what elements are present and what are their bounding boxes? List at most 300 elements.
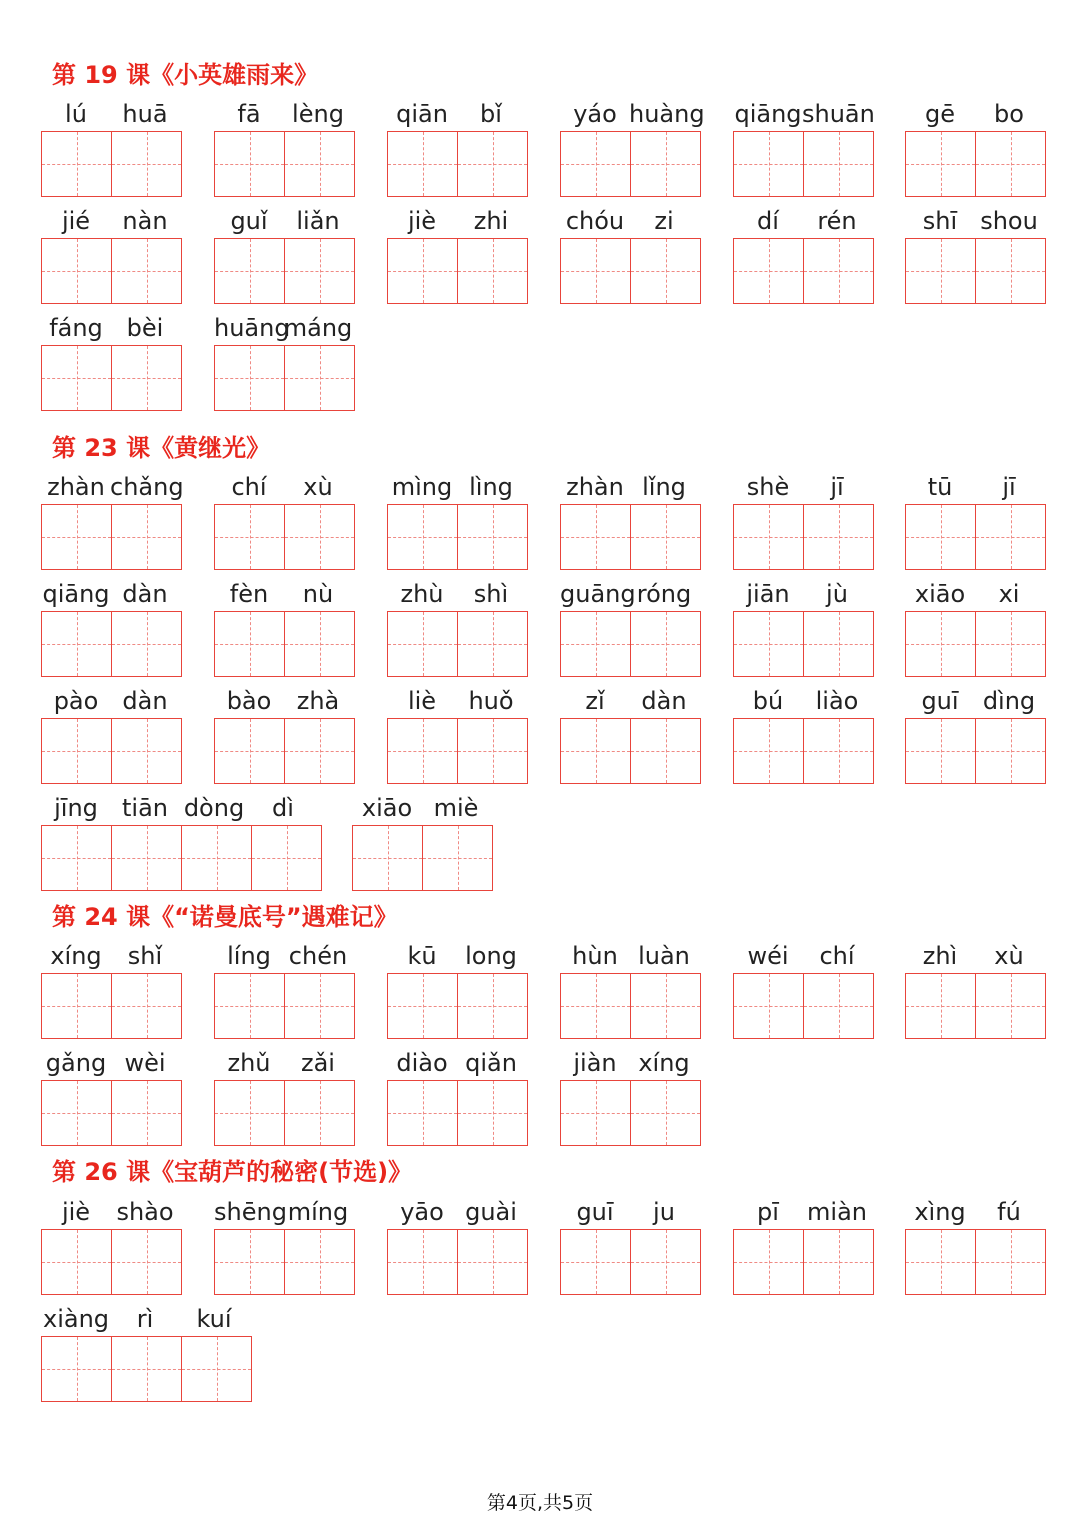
character-box[interactable] xyxy=(41,504,111,570)
pinyin-syllable: dí xyxy=(757,207,779,235)
pinyin-syllable: kuí xyxy=(196,1305,232,1333)
character-box[interactable] xyxy=(630,1080,701,1146)
character-box[interactable] xyxy=(905,973,975,1039)
character-box[interactable] xyxy=(975,238,1046,304)
pinyin-syllable: lú xyxy=(65,100,87,128)
writing-grid[interactable] xyxy=(41,238,182,304)
writing-grid[interactable] xyxy=(214,1229,355,1295)
writing-grid[interactable] xyxy=(41,718,182,784)
pinyin-syllable: wèi xyxy=(124,1049,166,1077)
character-box[interactable] xyxy=(387,611,457,677)
pinyin-syllable: huā xyxy=(122,100,168,128)
pinyin-syllable: jī xyxy=(1002,473,1016,501)
character-box[interactable] xyxy=(214,504,284,570)
character-box[interactable] xyxy=(111,131,182,197)
pinyin-syllable: bào xyxy=(226,687,272,715)
pinyin-syllable: liè xyxy=(407,687,437,715)
pinyin-word-item xyxy=(905,684,1044,784)
pinyin-syllable: dàn xyxy=(122,687,168,715)
pinyin-syllable: huǒ xyxy=(468,687,514,715)
pinyin-syllable: chí xyxy=(819,942,855,970)
pinyin-word-item xyxy=(733,470,872,570)
pinyin-syllable: liào xyxy=(815,687,859,715)
character-box[interactable] xyxy=(111,238,182,304)
character-box[interactable] xyxy=(41,1080,111,1146)
pinyin-syllable: shēng xyxy=(214,1198,287,1226)
pinyin-syllable: guǐ xyxy=(230,207,268,235)
character-box[interactable] xyxy=(803,504,874,570)
character-box[interactable] xyxy=(733,131,803,197)
character-box[interactable] xyxy=(352,825,422,891)
writing-grid[interactable] xyxy=(214,718,355,784)
character-box[interactable] xyxy=(560,973,630,1039)
pinyin-word-item xyxy=(560,1195,699,1295)
pinyin-syllable: lǐng xyxy=(642,473,686,501)
pinyin-syllable: gē xyxy=(925,100,955,128)
character-box[interactable] xyxy=(422,825,493,891)
pinyin-syllable: liǎn xyxy=(296,207,340,235)
section-title: 第 26 课《宝葫芦的秘密(节选)》 xyxy=(52,1158,413,1186)
character-box[interactable] xyxy=(41,131,111,197)
writing-grid[interactable] xyxy=(560,1229,701,1295)
character-box[interactable] xyxy=(41,345,111,411)
character-box[interactable] xyxy=(803,718,874,784)
writing-grid[interactable] xyxy=(387,131,528,197)
writing-grid[interactable] xyxy=(905,611,1046,677)
pinyin-syllable: jù xyxy=(826,580,848,608)
character-box[interactable] xyxy=(733,973,803,1039)
pinyin-syllable: shuān xyxy=(802,100,875,128)
pinyin-word-item xyxy=(387,1195,526,1295)
pinyin-word-item xyxy=(214,577,353,677)
pinyin-syllable: zhi xyxy=(473,207,509,235)
character-box[interactable] xyxy=(41,825,111,891)
writing-grid[interactable] xyxy=(41,504,182,570)
character-box[interactable] xyxy=(214,718,284,784)
character-box[interactable] xyxy=(387,238,457,304)
pinyin-syllable: jiè xyxy=(61,1198,91,1226)
character-box[interactable] xyxy=(181,1336,252,1402)
pinyin-syllable: qiāng xyxy=(42,580,110,608)
character-box[interactable] xyxy=(733,611,803,677)
character-box[interactable] xyxy=(630,973,701,1039)
character-box[interactable] xyxy=(284,345,355,411)
character-box[interactable] xyxy=(975,973,1046,1039)
character-box[interactable] xyxy=(284,131,355,197)
character-box[interactable] xyxy=(284,611,355,677)
writing-grid[interactable] xyxy=(214,1080,355,1146)
character-box[interactable] xyxy=(560,718,630,784)
pinyin-word-item xyxy=(733,1195,872,1295)
character-box[interactable] xyxy=(111,1080,182,1146)
character-box[interactable] xyxy=(905,1229,975,1295)
writing-grid[interactable] xyxy=(560,718,701,784)
character-box[interactable] xyxy=(214,973,284,1039)
pinyin-syllable: shè xyxy=(746,473,790,501)
pinyin-word-item xyxy=(41,1302,249,1402)
character-box[interactable] xyxy=(214,345,284,411)
character-box[interactable] xyxy=(387,1080,457,1146)
pinyin-word-item xyxy=(560,97,705,197)
writing-grid[interactable] xyxy=(905,718,1046,784)
pinyin-word-item xyxy=(214,939,353,1039)
pinyin-syllable: guī xyxy=(921,687,959,715)
pinyin-word-item xyxy=(905,97,1044,197)
pinyin-syllable: dàn xyxy=(641,687,687,715)
pinyin-syllable: huāng xyxy=(214,314,290,342)
character-box[interactable] xyxy=(975,504,1046,570)
character-box[interactable] xyxy=(41,1229,111,1295)
pinyin-syllable: bú xyxy=(752,687,784,715)
writing-grid[interactable] xyxy=(387,718,528,784)
character-box[interactable] xyxy=(111,345,182,411)
character-box[interactable] xyxy=(284,718,355,784)
pinyin-word-item xyxy=(560,939,699,1039)
character-box[interactable] xyxy=(284,973,355,1039)
character-box[interactable] xyxy=(905,238,975,304)
writing-grid[interactable] xyxy=(41,611,182,677)
pinyin-syllable: diào xyxy=(396,1049,448,1077)
character-box[interactable] xyxy=(975,1229,1046,1295)
writing-grid[interactable] xyxy=(214,504,355,570)
writing-grid[interactable] xyxy=(41,973,182,1039)
pinyin-syllable: wéi xyxy=(747,942,789,970)
pinyin-word-item xyxy=(387,1046,526,1146)
writing-grid[interactable] xyxy=(41,345,182,411)
pinyin-syllable: dòng xyxy=(183,794,245,822)
pinyin-word-item xyxy=(733,97,875,197)
writing-grid[interactable] xyxy=(214,238,355,304)
character-box[interactable] xyxy=(387,973,457,1039)
character-box[interactable] xyxy=(181,825,251,891)
writing-grid[interactable] xyxy=(905,973,1046,1039)
character-box[interactable] xyxy=(111,718,182,784)
character-box[interactable] xyxy=(630,504,701,570)
character-box[interactable] xyxy=(387,1229,457,1295)
writing-grid[interactable] xyxy=(41,1336,252,1402)
writing-grid[interactable] xyxy=(41,1229,182,1295)
character-box[interactable] xyxy=(387,718,457,784)
writing-grid[interactable] xyxy=(214,611,355,677)
pinyin-syllable: zhǔ xyxy=(227,1049,271,1077)
pinyin-word-item xyxy=(41,939,180,1039)
writing-grid[interactable] xyxy=(387,238,528,304)
pinyin-word-item xyxy=(905,939,1044,1039)
pinyin-word-item xyxy=(387,577,526,677)
character-box[interactable] xyxy=(111,825,181,891)
character-box[interactable] xyxy=(457,1080,528,1146)
pinyin-syllable: xíng xyxy=(50,942,102,970)
pinyin-syllable: qiǎn xyxy=(465,1049,517,1077)
writing-grid[interactable] xyxy=(733,973,874,1039)
character-box[interactable] xyxy=(284,1080,355,1146)
pinyin-syllable: jiān xyxy=(746,580,790,608)
pinyin-syllable: xiāo xyxy=(914,580,966,608)
pinyin-syllable: shǐ xyxy=(127,942,163,970)
pinyin-syllable: guāng xyxy=(560,580,636,608)
pinyin-syllable: róng xyxy=(636,580,692,608)
character-box[interactable] xyxy=(803,973,874,1039)
pinyin-syllable: pào xyxy=(53,687,99,715)
character-box[interactable] xyxy=(905,131,975,197)
writing-grid[interactable] xyxy=(352,825,493,891)
writing-grid[interactable] xyxy=(41,131,182,197)
pinyin-syllable: bǐ xyxy=(480,100,502,128)
writing-grid[interactable] xyxy=(560,131,701,197)
pinyin-syllable: huàng xyxy=(629,100,705,128)
character-box[interactable] xyxy=(111,504,182,570)
character-box[interactable] xyxy=(387,131,457,197)
pinyin-word-item xyxy=(41,204,180,304)
pinyin-syllable: dàn xyxy=(122,580,168,608)
character-box[interactable] xyxy=(111,973,182,1039)
writing-grid[interactable] xyxy=(560,973,701,1039)
pinyin-syllable: xíng xyxy=(638,1049,690,1077)
pinyin-syllable: miàn xyxy=(807,1198,867,1226)
pinyin-syllable: shào xyxy=(116,1198,174,1226)
pinyin-word-item xyxy=(387,684,526,784)
character-box[interactable] xyxy=(457,238,528,304)
pinyin-word-item xyxy=(41,1195,180,1295)
pinyin-syllable: fú xyxy=(997,1198,1021,1226)
character-box[interactable] xyxy=(905,504,975,570)
pinyin-word-item xyxy=(214,204,353,304)
character-box[interactable] xyxy=(803,131,874,197)
pinyin-syllable: tiān xyxy=(122,794,168,822)
character-box[interactable] xyxy=(457,718,528,784)
character-box[interactable] xyxy=(457,973,528,1039)
pinyin-word-item xyxy=(733,684,872,784)
character-box[interactable] xyxy=(284,504,355,570)
pinyin-word-item xyxy=(560,577,699,677)
character-box[interactable] xyxy=(630,611,701,677)
pinyin-word-item xyxy=(41,684,180,784)
pinyin-word-item xyxy=(905,1195,1044,1295)
pinyin-syllable: pī xyxy=(757,1198,779,1226)
writing-grid[interactable] xyxy=(733,131,874,197)
pinyin-syllable: chí xyxy=(231,473,267,501)
pinyin-word-item xyxy=(387,204,526,304)
pinyin-syllable: dì xyxy=(272,794,294,822)
pinyin-syllable: zhàn xyxy=(47,473,105,501)
character-box[interactable] xyxy=(803,1229,874,1295)
writing-grid[interactable] xyxy=(387,973,528,1039)
writing-grid[interactable] xyxy=(560,1080,701,1146)
pinyin-syllable: bo xyxy=(994,100,1024,128)
writing-grid[interactable] xyxy=(905,504,1046,570)
pinyin-word-item xyxy=(214,1195,353,1295)
pinyin-word-item xyxy=(214,97,353,197)
pinyin-syllable: chén xyxy=(288,942,348,970)
pinyin-syllable: lèng xyxy=(292,100,344,128)
character-box[interactable] xyxy=(214,238,284,304)
pinyin-syllable: gǎng xyxy=(45,1049,107,1077)
character-box[interactable] xyxy=(560,611,630,677)
character-box[interactable] xyxy=(111,1229,182,1295)
pinyin-word-item xyxy=(905,577,1044,677)
writing-grid[interactable] xyxy=(905,1229,1046,1295)
writing-grid[interactable] xyxy=(387,611,528,677)
writing-grid[interactable] xyxy=(387,1080,528,1146)
character-box[interactable] xyxy=(630,718,701,784)
pinyin-syllable: tū xyxy=(927,473,953,501)
pinyin-word-item xyxy=(560,684,699,784)
character-box[interactable] xyxy=(41,1336,111,1402)
pinyin-syllable: chóu xyxy=(565,207,625,235)
character-box[interactable] xyxy=(630,1229,701,1295)
character-box[interactable] xyxy=(905,611,975,677)
writing-grid[interactable] xyxy=(387,1229,528,1295)
pinyin-syllable: xiāo xyxy=(361,794,413,822)
pinyin-word-item xyxy=(560,1046,699,1146)
character-box[interactable] xyxy=(733,504,803,570)
pinyin-word-item xyxy=(41,1046,180,1146)
pinyin-syllable: kū xyxy=(407,942,437,970)
character-box[interactable] xyxy=(214,611,284,677)
character-box[interactable] xyxy=(457,611,528,677)
character-box[interactable] xyxy=(284,238,355,304)
pinyin-syllable: qiān xyxy=(396,100,448,128)
writing-grid[interactable] xyxy=(733,238,874,304)
pinyin-syllable: shou xyxy=(980,207,1038,235)
writing-grid[interactable] xyxy=(905,238,1046,304)
character-box[interactable] xyxy=(387,504,457,570)
pinyin-syllable: yáo xyxy=(573,100,617,128)
pinyin-syllable: xù xyxy=(994,942,1024,970)
pinyin-syllable: yāo xyxy=(400,1198,444,1226)
character-box[interactable] xyxy=(733,718,803,784)
pinyin-syllable: qiāng xyxy=(734,100,802,128)
character-box[interactable] xyxy=(560,504,630,570)
character-box[interactable] xyxy=(803,238,874,304)
writing-grid[interactable] xyxy=(214,973,355,1039)
character-box[interactable] xyxy=(251,825,322,891)
character-box[interactable] xyxy=(975,131,1046,197)
pinyin-syllable: fáng xyxy=(49,314,103,342)
pinyin-syllable: jīng xyxy=(54,794,98,822)
pinyin-syllable: zǎi xyxy=(301,1049,335,1077)
pinyin-syllable: long xyxy=(465,942,517,970)
pinyin-word-item xyxy=(214,470,353,570)
pinyin-syllable: guài xyxy=(465,1198,517,1226)
pinyin-syllable: rén xyxy=(817,207,857,235)
character-box[interactable] xyxy=(803,611,874,677)
pinyin-syllable: jié xyxy=(61,207,91,235)
pinyin-syllable: míng xyxy=(287,1198,349,1226)
pinyin-syllable: jī xyxy=(830,473,844,501)
character-box[interactable] xyxy=(457,504,528,570)
pinyin-syllable: ju xyxy=(653,1198,675,1226)
character-box[interactable] xyxy=(560,1080,630,1146)
writing-grid[interactable] xyxy=(41,1080,182,1146)
character-box[interactable] xyxy=(733,238,803,304)
pinyin-syllable: shī xyxy=(922,207,958,235)
pinyin-syllable: xi xyxy=(998,580,1020,608)
character-box[interactable] xyxy=(214,131,284,197)
writing-grid[interactable] xyxy=(387,504,528,570)
pinyin-syllable: zhàn xyxy=(566,473,624,501)
character-box[interactable] xyxy=(560,1229,630,1295)
character-box[interactable] xyxy=(560,238,630,304)
pinyin-word-item xyxy=(41,470,184,570)
pinyin-syllable: guī xyxy=(576,1198,614,1226)
character-box[interactable] xyxy=(111,611,182,677)
character-box[interactable] xyxy=(214,1080,284,1146)
character-box[interactable] xyxy=(457,131,528,197)
character-box[interactable] xyxy=(560,131,630,197)
pinyin-syllable: nù xyxy=(302,580,334,608)
pinyin-syllable: xìng xyxy=(914,1198,966,1226)
character-box[interactable] xyxy=(630,131,701,197)
pinyin-syllable: zǐ xyxy=(585,687,605,715)
pinyin-word-item xyxy=(41,97,180,197)
pinyin-word-item xyxy=(560,470,699,570)
character-box[interactable] xyxy=(733,1229,803,1295)
character-box[interactable] xyxy=(41,718,111,784)
character-box[interactable] xyxy=(111,1336,181,1402)
pinyin-syllable: xù xyxy=(303,473,333,501)
pinyin-word-item xyxy=(214,1046,353,1146)
writing-grid[interactable] xyxy=(733,718,874,784)
pinyin-syllable: zhà xyxy=(296,687,340,715)
character-box[interactable] xyxy=(41,611,111,677)
pinyin-word-item xyxy=(905,204,1044,304)
writing-grid[interactable] xyxy=(41,825,322,891)
writing-grid[interactable] xyxy=(733,504,874,570)
character-box[interactable] xyxy=(284,1229,355,1295)
pinyin-syllable: mìng xyxy=(391,473,453,501)
pinyin-word-item xyxy=(733,939,872,1039)
character-box[interactable] xyxy=(457,1229,528,1295)
pinyin-word-item xyxy=(387,97,526,197)
section-title: 第 19 课《小英雄雨来》 xyxy=(52,61,319,89)
pinyin-word-item xyxy=(41,311,180,411)
section-title: 第 23 课《黄继光》 xyxy=(52,434,271,462)
writing-grid[interactable] xyxy=(905,131,1046,197)
character-box[interactable] xyxy=(905,718,975,784)
pinyin-word-item xyxy=(560,204,699,304)
pinyin-word-item xyxy=(352,791,491,891)
character-box[interactable] xyxy=(41,238,111,304)
pinyin-word-item xyxy=(214,311,353,411)
pinyin-word-item xyxy=(41,577,180,677)
character-box[interactable] xyxy=(41,973,111,1039)
writing-grid[interactable] xyxy=(560,504,701,570)
pinyin-syllable: xiàng xyxy=(42,1305,110,1333)
pinyin-syllable: miè xyxy=(433,794,479,822)
pinyin-word-item xyxy=(387,470,526,570)
character-box[interactable] xyxy=(630,238,701,304)
pinyin-syllable: líng xyxy=(227,942,271,970)
character-box[interactable] xyxy=(975,611,1046,677)
pinyin-syllable: chǎng xyxy=(110,473,184,501)
writing-grid[interactable] xyxy=(733,611,874,677)
pinyin-syllable: fèn xyxy=(229,580,269,608)
character-box[interactable] xyxy=(214,1229,284,1295)
page-footer: 第4页,共5页 xyxy=(486,1492,594,1514)
writing-grid[interactable] xyxy=(560,611,701,677)
writing-grid[interactable] xyxy=(214,345,355,411)
writing-grid[interactable] xyxy=(560,238,701,304)
writing-grid[interactable] xyxy=(214,131,355,197)
character-box[interactable] xyxy=(975,718,1046,784)
writing-grid[interactable] xyxy=(733,1229,874,1295)
pinyin-syllable: zi xyxy=(654,207,674,235)
pinyin-syllable: zhù xyxy=(400,580,444,608)
pinyin-syllable: bèi xyxy=(126,314,164,342)
pinyin-word-item xyxy=(41,791,318,891)
pinyin-word-item xyxy=(733,204,872,304)
